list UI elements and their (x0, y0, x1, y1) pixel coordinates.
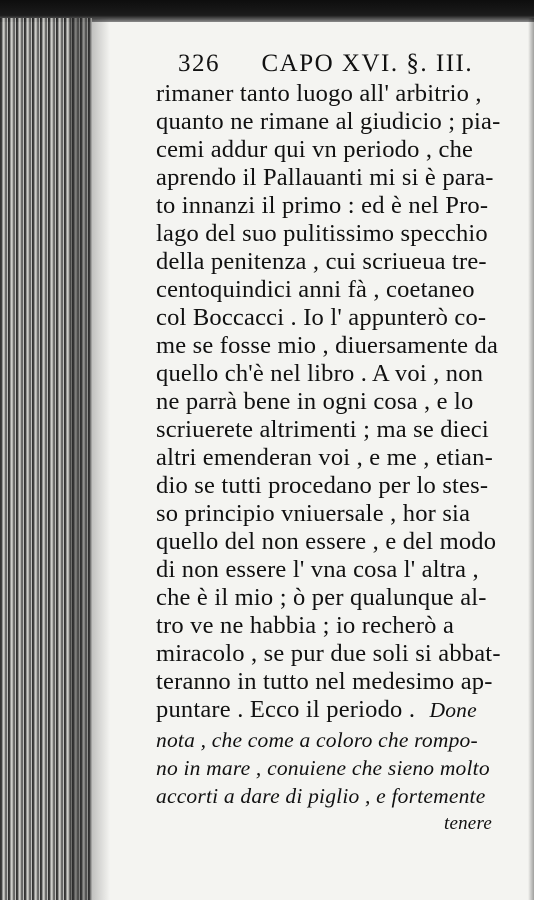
body-line: ne parrà bene in ogni cosa , e lo (156, 388, 474, 415)
body-line: so principio vniuersale , hor sia (156, 500, 471, 527)
body-line: me se fosse mio , diuersamente da (156, 332, 499, 359)
body-line: centoquindici anni fà , coetaneo (156, 276, 475, 303)
body-line: aprendo il Pallauanti mi si è para- (156, 164, 494, 191)
body-line: della penitenza , cui scriueua tre- (156, 248, 487, 275)
body-line: scriuerete altrimenti ; ma se dieci (156, 416, 489, 443)
italic-quote-start: Done (429, 698, 477, 722)
body-line: di non essere l' vna cosa l' altra , (156, 556, 479, 583)
body-line: dio se tutti procedano per lo stes- (156, 472, 489, 499)
body-line: cemi addur qui vn periodo , che (156, 136, 474, 163)
italic-quote-line: accorti a dare di piglio , e fortemente (156, 784, 486, 808)
catchword: tenere (444, 813, 492, 834)
body-line: rimaner tanto luogo all' arbitrio , (156, 80, 482, 107)
page-header (178, 50, 473, 78)
body-line: col Boccacci . Io l' appunterò co- (156, 304, 487, 331)
page-number: 326 (178, 50, 220, 77)
body-line: quanto ne rimane al giudicio ; pia- (156, 108, 501, 135)
body-line: tro ve ne habbia ; io recherò a (156, 612, 455, 639)
body-line: teranno in tutto nel medesimo ap- (156, 668, 493, 695)
body-line: che è il mio ; ò per qualunque al- (156, 584, 487, 611)
body-line: lago del suo pulitissimo specchio (156, 220, 488, 247)
body-line: miracolo , se pur due soli si abbat- (156, 640, 501, 667)
running-head: CAPO XVI. §. III. (261, 50, 474, 77)
body-line: to innanzi il primo : ed è nel Pro- (156, 192, 489, 219)
body-line (156, 696, 477, 724)
body-line-text: puntare . Ecco il periodo . (156, 696, 416, 723)
italic-quote-line: no in mare , conuiene che sieno molto (156, 756, 490, 780)
body-line: altri emenderan voi , e me , etian- (156, 444, 493, 471)
body-line: quello del non essere , e del modo (156, 528, 497, 555)
body-line: quello ch'è nel libro . A voi , non (156, 360, 484, 387)
italic-quote-line: nota , che come a coloro che rompo- (156, 728, 478, 752)
